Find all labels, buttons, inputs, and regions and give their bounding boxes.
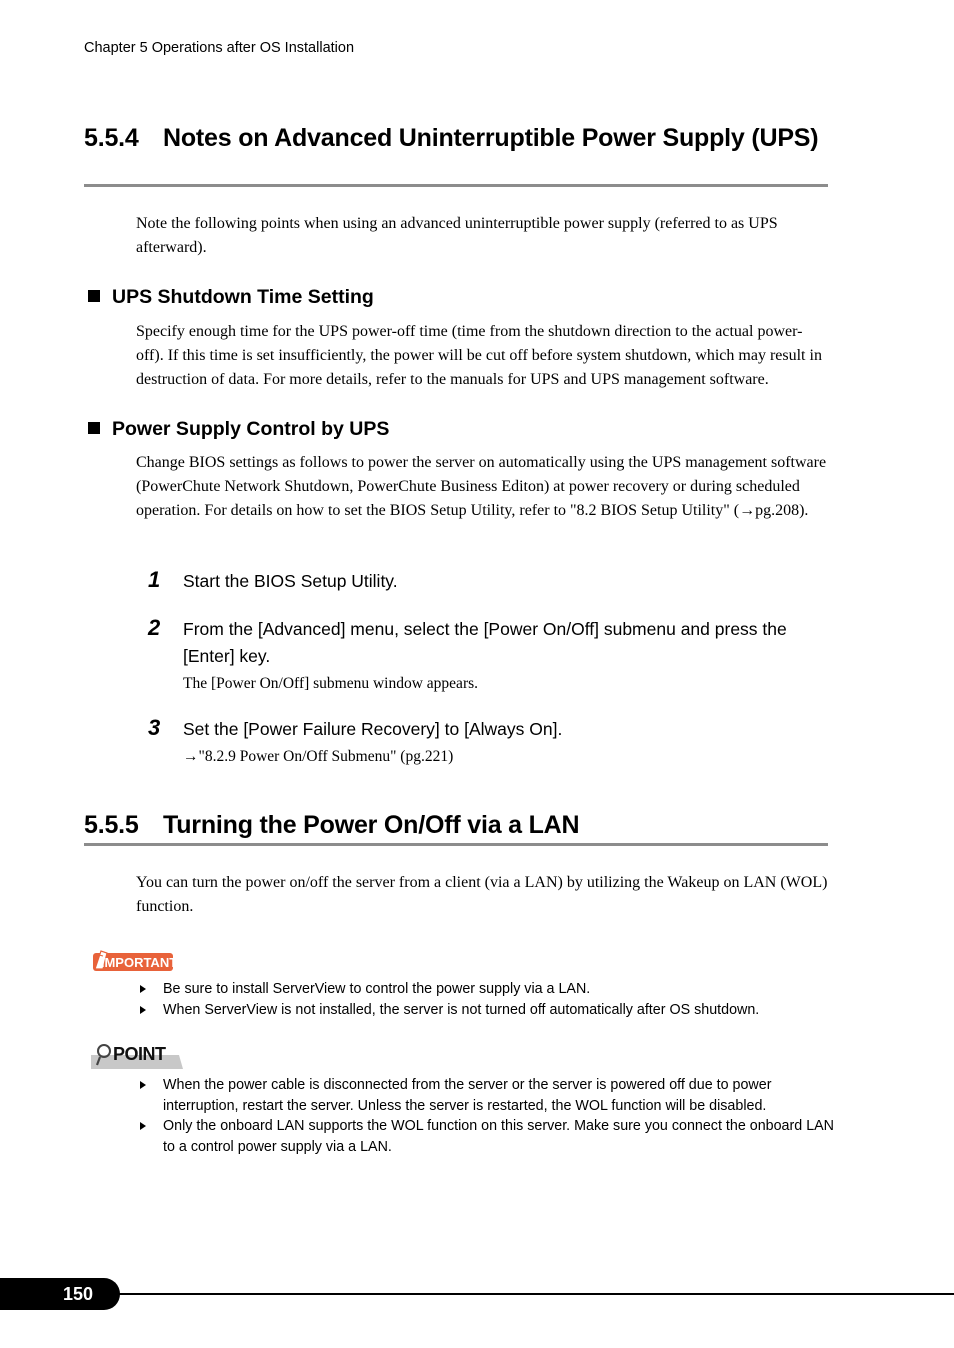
- footer-rule: [110, 1293, 954, 1295]
- list-item: Be sure to install ServerView to control the power supply via a LAN.: [140, 979, 840, 1000]
- important-badge: [91, 947, 175, 973]
- list-item: When the power cable is disconnected from the server or the server is powered off due to power interruption, restart the server. Unless the server is restarted, the WOL function will be disabled.: [140, 1075, 840, 1116]
- square-bullet-icon: [88, 290, 100, 302]
- subheading-ups-shutdown: [88, 286, 374, 309]
- section-intro: You can turn the power on/off the server from a client (via a LAN) by utilizing the Wakeup on LAN (WOL) function.: [136, 874, 828, 915]
- section-title: Turning the Power On/Off via a LAN: [163, 811, 580, 839]
- point-label: POINT: [113, 1044, 166, 1064]
- step-text: Start the BIOS Setup Utility.: [183, 571, 398, 591]
- important-list: [140, 979, 840, 1020]
- section-title: Notes on Advanced Uninterruptible Power Supply (UPS): [163, 124, 819, 152]
- section-rule: [84, 843, 828, 846]
- triangle-bullet-icon: [140, 1006, 146, 1014]
- step-number: 2: [148, 615, 161, 640]
- triangle-bullet-icon: [140, 1122, 146, 1130]
- section-rule: [84, 184, 828, 187]
- subheading-text: Power Supply Control by UPS: [112, 418, 390, 440]
- point-icon: [91, 1041, 183, 1069]
- important-icon: [91, 947, 175, 973]
- list-item: Only the onboard LAN supports the WOL function on this server. Make sure you connect the onboard LAN to a control power supply via a LAN.: [140, 1116, 840, 1157]
- ups-shutdown-body: Specify enough time for the UPS power-off time (time from the shutdown direction to the actual power-off). If this time is set insufficiently, the power will be cut off before system shutdown, which may result in destruction of data. For more details, refer to the manuals for UPS and UPS management software.: [136, 323, 822, 388]
- power-control-body: Change BIOS settings as follows to power the server on automatically using the UPS management software (PowerChute Network Shutdown, PowerChute Business Editon) at power recovery or during scheduled operation. For details on how to set the BIOS Setup Utility, refer to "8.2 BIOS Setup Utility" (→pg.208).: [136, 454, 827, 519]
- square-bullet-icon: [88, 422, 100, 434]
- step-reference-link[interactable]: →"8.2.9 Power On/Off Submenu" (pg.221): [183, 748, 454, 765]
- subheading-text: UPS Shutdown Time Setting: [112, 286, 374, 308]
- subheading-power-control: [88, 418, 389, 441]
- section-intro: Note the following points when using an advanced uninterruptible power supply (referred to as UPS afterward).: [136, 215, 778, 256]
- point-list: [140, 1075, 840, 1157]
- running-header: Chapter 5 Operations after OS Installation: [84, 40, 355, 56]
- triangle-bullet-icon: [140, 1081, 146, 1089]
- point-badge: [91, 1041, 183, 1069]
- step-text: From the [Advanced] menu, select the [Power On/Off] submenu and press the [Enter] key.: [183, 619, 787, 666]
- section-number: 5.5.4: [84, 124, 139, 152]
- triangle-bullet-icon: [140, 985, 146, 993]
- list-item: When ServerView is not installed, the server is not turned off automatically after OS shutdown.: [140, 1000, 840, 1021]
- section-number: 5.5.5: [84, 811, 139, 839]
- step-note: The [Power On/Off] submenu window appears.: [183, 675, 479, 692]
- step-number: 1: [148, 567, 161, 592]
- step-number: 3: [148, 715, 161, 740]
- page-number: 150: [63, 1284, 94, 1304]
- step-text: Set the [Power Failure Recovery] to [Always On].: [183, 719, 563, 739]
- important-label: IMPORTANT: [100, 955, 175, 970]
